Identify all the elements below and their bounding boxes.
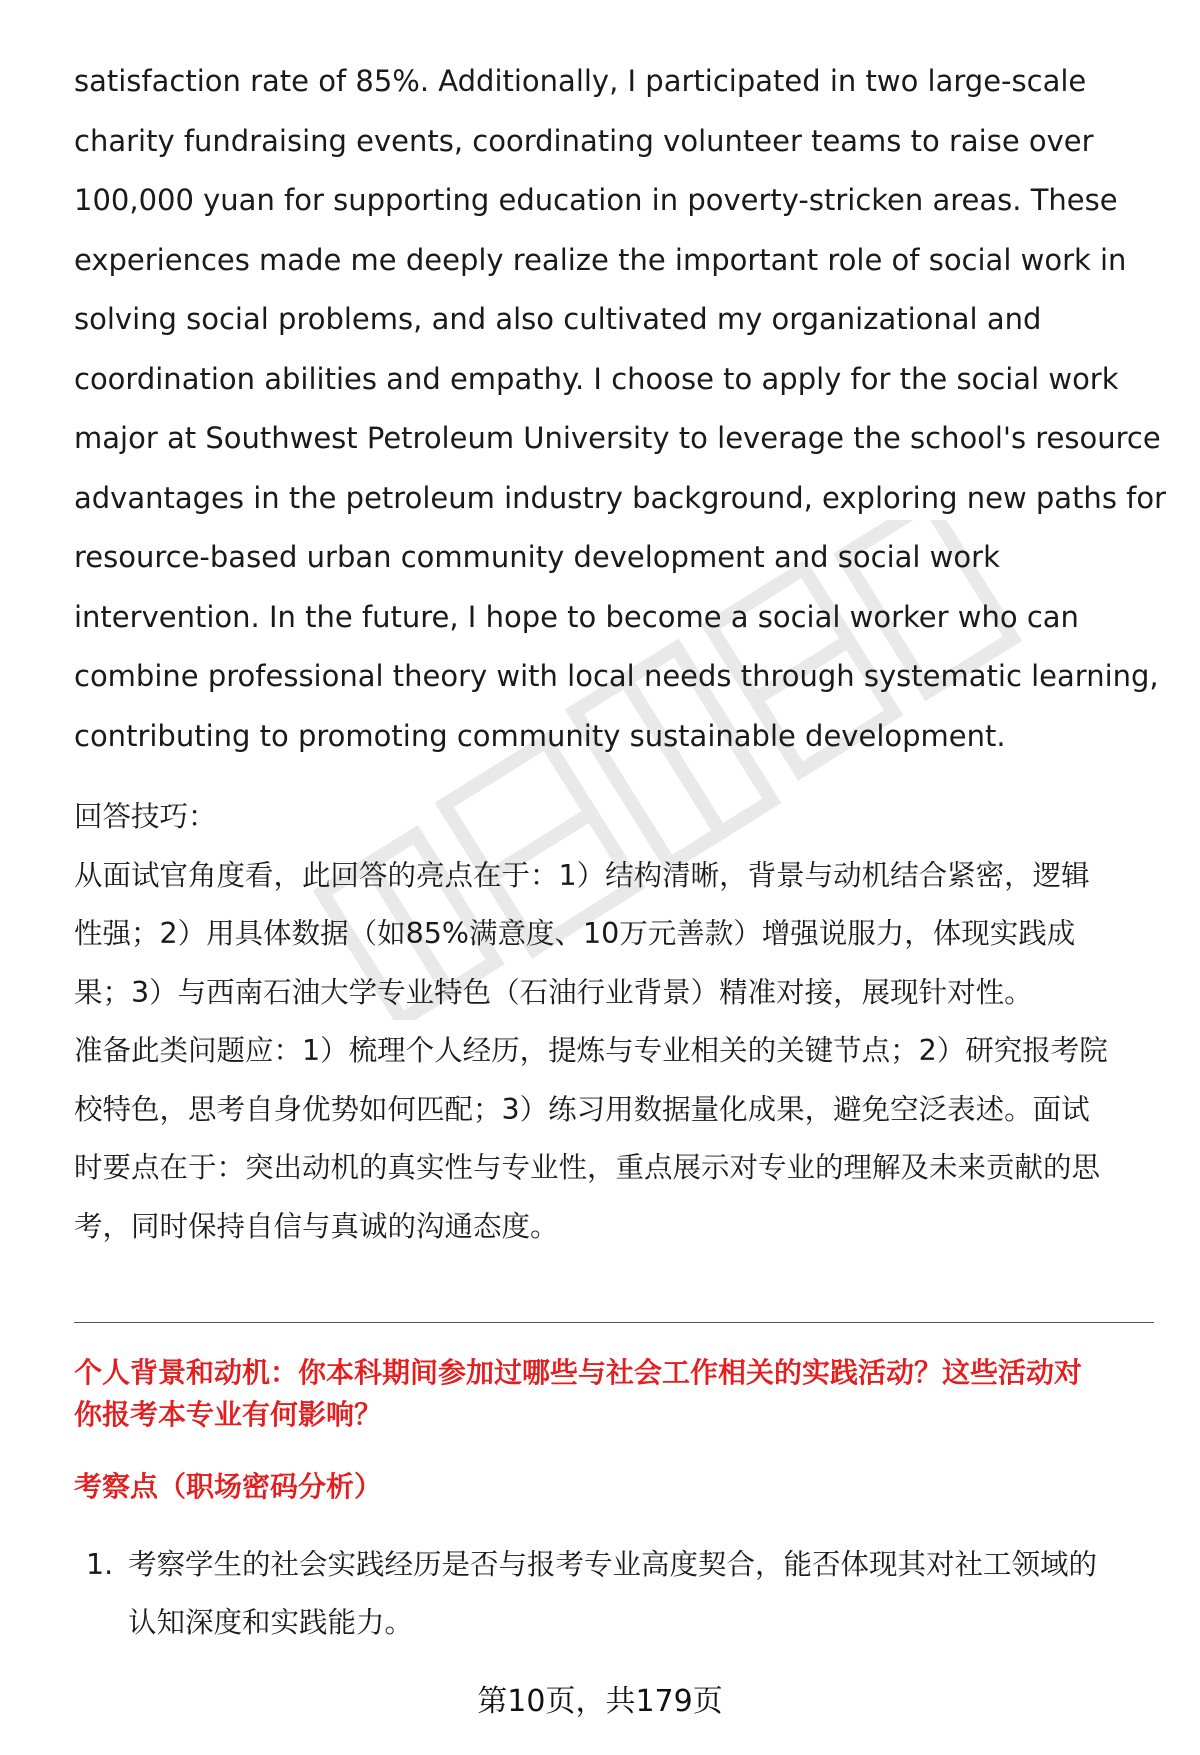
question-line: 个人背景和动机：你本科期间参加过哪些与社会工作相关的实践活动？这些活动对 — [74, 1356, 1083, 1389]
answer-line: 100,000 yuan for supporting education in poverty-stricken areas. These — [74, 183, 1118, 217]
tips-line: 校特色，思考自身优势如何匹配；3）练习用数据量化成果，避免空泛表述。面试 — [74, 1092, 1090, 1126]
tips-line: 从面试官角度看，此回答的亮点在于：1）结构清晰，背景与动机结合紧密，逻辑 — [74, 858, 1090, 892]
answer-line: solving social problems, and also cultivated my organizational and — [74, 302, 1042, 336]
answer-line: major at Southwest Petroleum University to leverage the school's resource — [74, 421, 1161, 455]
tips-line: 时要点在于：突出动机的真实性与专业性，重点展示对专业的理解及未来贡献的思 — [74, 1151, 1101, 1184]
list-item-number: 1. — [86, 1548, 114, 1581]
answer-line: coordination abilities and empathy. I choose to apply for the social work — [74, 361, 1119, 396]
assessment-heading: 考察点（职场密码分析） — [74, 1470, 383, 1503]
answer-line: satisfaction rate of 85%. Additionally, I participated in two large-scale — [74, 64, 1087, 98]
section-divider — [74, 1322, 1154, 1323]
assessment-list — [74, 1536, 1154, 1652]
tips-line: 性强；2）用具体数据（如85%满意度、10万元善款）增强说服力，体现实践成 — [74, 917, 1076, 950]
tips-line: 考，同时保持自信与真诚的沟通态度。 — [74, 1209, 559, 1243]
tips-heading: 回答技巧： — [74, 800, 217, 833]
answer-line: resource-based urban community development and social work — [74, 540, 1000, 574]
answer-line: experiences made me deeply realize the important role of social work in — [74, 242, 1127, 277]
list-item-line: 考察学生的社会实践经历是否与报考专业高度契合，能否体现其对社工领域的 — [128, 1548, 1098, 1581]
answer-line: charity fundraising events, coordinating volunteer teams to raise over — [74, 123, 1094, 158]
tips-paragraph-1 — [74, 847, 1154, 1023]
question-heading — [74, 1352, 1154, 1436]
answer-line: combine professional theory with local needs through systematic learning, — [74, 659, 1159, 693]
question-line: 你报考本专业有何影响？ — [74, 1398, 383, 1431]
answer-paragraph — [74, 52, 1167, 766]
answer-line: advantages in the petroleum industry background, exploring new paths for — [74, 480, 1167, 515]
tips-line: 准备此类问题应：1）梳理个人经历，提炼与专业相关的关键节点；2）研究报考院 — [74, 1034, 1108, 1067]
answer-line: intervention. In the future, I hope to become a social worker who can — [74, 599, 1079, 634]
tips-line: 果；3）与西南石油大学专业特色（石油行业背景）精准对接，展现针对性。 — [74, 975, 1033, 1009]
page-number-footer: 第10页，共179页 — [477, 1684, 723, 1719]
answer-tips-section — [74, 788, 1154, 1256]
list-item — [74, 1536, 1154, 1652]
answer-line: contributing to promoting community sustainable development. — [74, 718, 1006, 753]
list-item-line: 认知深度和实践能力。 — [128, 1606, 414, 1639]
list-item-text — [128, 1536, 1154, 1652]
tips-paragraph-2 — [74, 1022, 1154, 1256]
